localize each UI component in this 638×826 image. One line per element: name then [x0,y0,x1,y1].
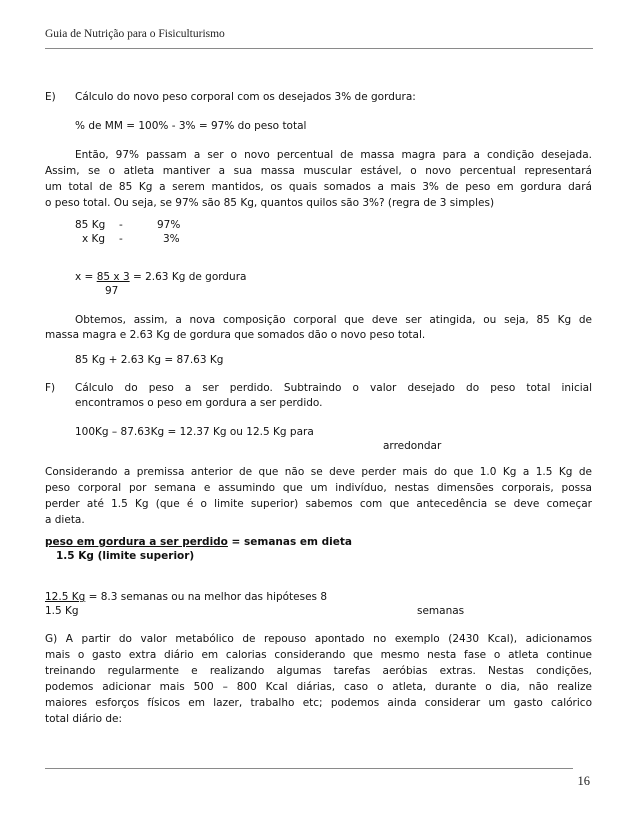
section-f-line: encontramos o peso em gordura a ser perdido. [75,397,323,409]
section-e-paragraph2-line: Obtemos, assim, a nova composição corporal que deve ser atingida, ou seja, 85 Kg de [75,314,592,326]
weeks-rest: = 8.3 semanas ou na melhor das hipóteses 8 [85,591,328,603]
section-e-heading: Cálculo do novo peso corporal com os desejados 3% de gordura: [75,91,416,103]
section-e-paragraph2-line: massa magra e 2.63 Kg de gordura que somados dão o novo peso total. [45,329,426,341]
x-denominator: 97 [105,285,119,297]
rule-row2-left: x Kg [82,233,106,245]
bold-formula-rest: = semanas em dieta [227,536,352,548]
bold-formula-denominator: 1.5 Kg (limite superior) [56,550,195,562]
bold-formula [45,535,352,549]
section-f-calc-note: arredondar [383,440,442,452]
rule-row1-dash: - [119,219,123,231]
section-g-line: maiores esforços físicos em lazer, trabalho etc; podemos ainda considerar um gasto calórico [45,697,592,709]
section-e-paragraph-line: um total de 85 Kg a serem mantidos, os quais somados a mais 3% de peso em gordura dará [45,181,592,193]
x-equation [75,270,246,284]
section-f-calc: 100Kg – 87.63Kg = 12.37 Kg ou 12.5 Kg para [75,426,314,438]
footer-divider [45,768,573,769]
section-e-formula: % de MM = 100% - 3% = 97% do peso total [75,120,307,132]
premise-line: perder até 1.5 Kg (que é o limite superior) sabemos com que antecedência se deve começar [45,498,592,510]
section-e-paragraph-line: o peso total. Ou seja, se 97% são 85 Kg, quantos quilos são 3%? (regra de 3 simples) [45,197,495,209]
section-g-line: treinando regularmente e realizando algumas tarefas aeróbias extras. Nestas condições, [45,665,592,677]
weeks-suffix: semanas [417,605,465,617]
section-e-paragraph-line: Então, 97% passam a ser o novo percentual de massa magra para a condição desejada. [75,149,592,161]
bold-formula-numerator: peso em gordura a ser perdido [45,536,228,548]
premise-line: a dieta. [45,514,85,526]
page-number: 16 [577,774,590,788]
section-f-marker: F) [45,382,56,394]
weeks-numerator: 12.5 Kg [45,591,86,603]
rule-row1-right: 97% [157,219,181,231]
header-divider [45,48,593,49]
section-e-marker: E) [45,91,56,103]
document-header: Guia de Nutrição para o Fisiculturismo [45,28,225,40]
weeks-denominator: 1.5 Kg [45,605,79,617]
weeks-equation [45,590,327,604]
sum-line: 85 Kg + 2.63 Kg = 87.63 Kg [75,354,224,366]
rule-row2-dash: - [119,233,123,245]
x-suffix: = 2.63 Kg de gordura [129,271,247,283]
section-g-line: total diário de: [45,713,123,725]
section-f-line: Cálculo do peso a ser perdido. Subtraindo o valor desejado do peso total inicial [75,382,592,394]
x-numerator: 85 x 3 [96,271,130,283]
section-e-paragraph-line: Assim, se o atleta mantiver a sua massa muscular estável, o novo percentual representará [45,165,592,177]
premise-line: peso corporal por semana e assumindo que um indivíduo, nestas dimensões corporais, possa [45,482,592,494]
x-prefix: x = [75,271,97,283]
section-g-line: mais o gasto extra diário em calorias considerando que mesmo nesta fase o atleta continue [45,649,592,661]
section-g-line: podemos adicionar mais 500 – 800 Kcal diárias, caso o atleta, durante o dia, não realize [45,681,592,693]
rule-row2-right: 3% [163,233,180,245]
section-g-line: G) A partir do valor metabólico de repouso apontado no exemplo (2430 Kcal), adicionamos [45,633,592,645]
rule-row1-left: 85 Kg [75,219,106,231]
premise-line: Considerando a premissa anterior de que não se deve perder mais do que 1.0 Kg a 1.5 Kg de [45,466,592,478]
